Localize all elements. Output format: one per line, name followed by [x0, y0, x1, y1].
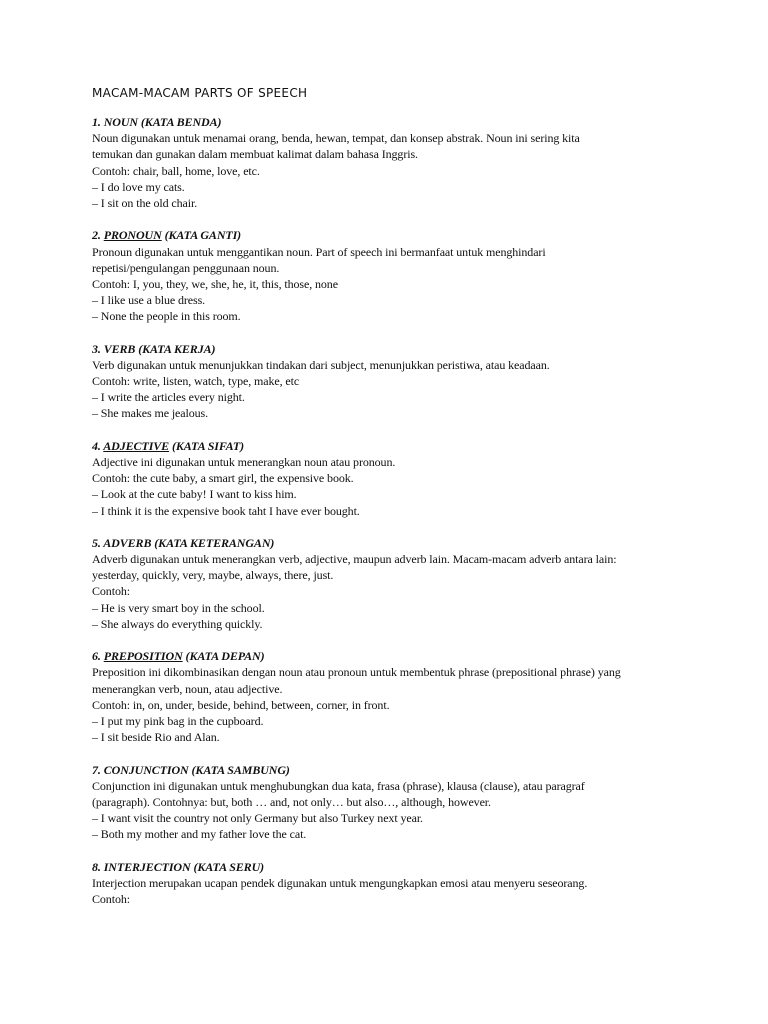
body-line: – None the people in this room. [92, 309, 241, 324]
section-translation: (KATA BENDA) [140, 115, 222, 129]
section-term: CONJUNCTION [103, 762, 189, 777]
section-term: PRONOUN [103, 228, 162, 243]
body-line: Contoh: in, on, under, beside, behind, between, corner, in front. [92, 697, 390, 712]
section-translation: (KATA SAMBUNG) [191, 762, 290, 777]
body-line: Interjection merupakan ucapan pendek digunakan untuk mengungkapkan emosi atau menyeru seseorang. [92, 875, 588, 890]
section-number: 5. [92, 535, 101, 550]
body-line: Adverb digunakan untuk menerangkan verb, adjective, maupun adverb lain. Macam-macam adverb antara lain: [92, 552, 617, 567]
document-page [92, 85, 621, 923]
body-line: – Both my mother and my father love the cat. [92, 827, 307, 842]
section-number: 2. [92, 228, 101, 243]
body-line: Verb digunakan untuk menunjukkan tindakan dari subject, menunjukkan peristiwa, atau keadaan. [92, 357, 550, 372]
body-line: Noun digunakan untuk menamai orang, benda, hewan, tempat, dan konsep abstrak. Noun ini sering kita [92, 131, 580, 146]
section-interjection [92, 859, 621, 908]
body-line: (paragraph). Contohnya: but, both … and, not only… but also…, although, however. [92, 794, 491, 809]
body-line: – She always do everything quickly. [92, 616, 263, 631]
section-number: 3. [92, 341, 101, 356]
section-adverb [92, 535, 621, 632]
body-line: Conjunction ini digunakan untuk menghubungkan dua kata, frasa (phrase), klausa (clause), atau paragraf [92, 778, 585, 793]
section-number: 6. [92, 649, 101, 664]
section-term: PREPOSITION [103, 649, 183, 664]
section-heading [92, 648, 621, 664]
body-line: – I do love my cats. [92, 179, 185, 194]
section-noun [92, 114, 621, 211]
body-line: – I think it is the expensive book taht I have ever bought. [92, 503, 360, 518]
section-number: 8. [92, 859, 101, 874]
body-line: – I write the articles every night. [92, 390, 245, 405]
body-line: – I want visit the country not only Germany but also Turkey next year. [92, 811, 423, 826]
body-line: Contoh: I, you, they, we, she, he, it, this, those, none [92, 276, 338, 291]
body-line: Contoh: [92, 892, 130, 906]
section-translation: (KATA DEPAN) [185, 649, 265, 664]
section-number: 4. [92, 438, 101, 453]
body-line: – Look at the cute baby! I want to kiss him. [92, 487, 297, 502]
body-line: Adjective ini digunakan untuk menerangkan noun atau pronoun. [92, 454, 396, 469]
section-heading [92, 859, 621, 875]
section-conjunction [92, 762, 621, 843]
body-line: – I like use a blue dress. [92, 293, 206, 308]
section-verb [92, 341, 621, 422]
body-line: Contoh: chair, ball, home, love, etc. [92, 163, 260, 178]
section-number: 7. [92, 762, 101, 777]
body-line: repetisi/pengulangan penggunaan noun. [92, 260, 280, 275]
body-line: Contoh: the cute baby, a smart girl, the expensive book. [92, 471, 354, 486]
body-line: – I put my pink bag in the cupboard. [92, 713, 264, 728]
section-translation: (KATA KERJA) [138, 341, 216, 356]
section-term: VERB [103, 341, 136, 356]
section-translation: (KATA GANTI) [164, 228, 242, 243]
sections-container [92, 114, 621, 907]
section-translation: (KATA SIFAT) [171, 438, 245, 453]
body-line: – I sit beside Rio and Alan. [92, 730, 220, 745]
section-heading [92, 341, 621, 357]
section-preposition [92, 648, 621, 745]
section-number: 1. [92, 115, 101, 129]
section-heading [92, 438, 621, 454]
body-line: Preposition ini dikombinasikan dengan noun atau pronoun untuk membentuk phrase (prepositional phrase) yang [92, 665, 621, 680]
body-line: Contoh: [92, 584, 130, 599]
section-adjective [92, 438, 621, 519]
section-heading [92, 227, 621, 243]
body-line: yesterday, quickly, very, maybe, always, there, just. [92, 568, 334, 583]
body-line: menerangkan verb, noun, atau adjective. [92, 681, 283, 696]
section-term: INTERJECTION [103, 859, 191, 874]
body-line: temukan dan gunakan dalam membuat kalimat dalam bahasa Inggris. [92, 147, 418, 162]
section-term: NOUN [103, 115, 138, 129]
section-translation: (KATA KETERANGAN) [154, 535, 275, 550]
section-term: ADJECTIVE [103, 438, 170, 453]
section-pronoun [92, 227, 621, 324]
body-line: – She makes me jealous. [92, 406, 209, 421]
document-title: MACAM-MACAM PARTS OF SPEECH [92, 86, 308, 100]
section-heading [92, 114, 621, 130]
section-heading [92, 762, 621, 778]
body-line: Pronoun digunakan untuk menggantikan noun. Part of speech ini bermanfaat untuk menghindari [92, 244, 546, 259]
section-heading [92, 535, 621, 551]
body-line: – I sit on the old chair. [92, 195, 198, 210]
body-line: – He is very smart boy in the school. [92, 600, 265, 615]
section-translation: (KATA SERU) [193, 859, 265, 874]
section-term: ADVERB [103, 535, 152, 550]
body-line: Contoh: write, listen, watch, type, make, etc [92, 374, 300, 388]
